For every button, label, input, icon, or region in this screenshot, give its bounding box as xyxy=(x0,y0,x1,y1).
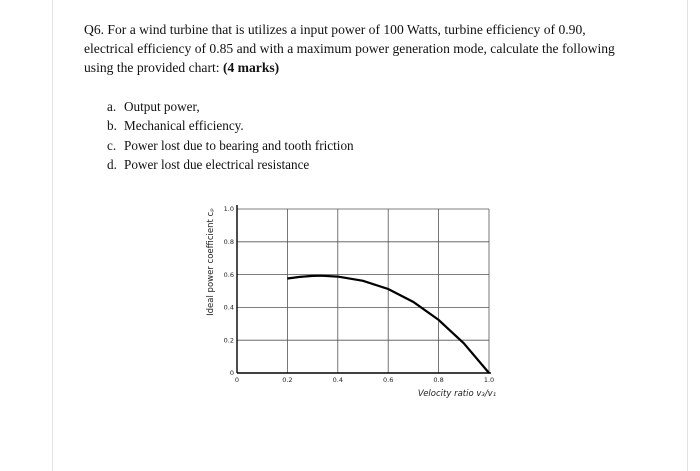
y-tick-label: 0.6 xyxy=(223,270,234,279)
question-body: Q6. For a wind turbine that is utilizes a input power of 100 Watts, turbine efficiency of 0.90, electrical efficiency of 0.85 and with a maximum power generation mode, calculate the following using the provided chart: xyxy=(84,22,615,75)
x-tick-label: 0.6 xyxy=(383,376,394,384)
part-b-text: Mechanical efficiency. xyxy=(124,118,244,134)
y-axis-label: Ideal power coefficient cₚ xyxy=(206,208,216,316)
part-a-text: Output power, xyxy=(124,99,200,114)
x-tick-label: 0.2 xyxy=(282,376,293,384)
y-tick-label: 0 xyxy=(229,369,234,378)
part-b-label: b. xyxy=(107,118,117,134)
part-d-label: d. xyxy=(107,156,117,172)
y-tick-label: 0.8 xyxy=(223,238,234,246)
x-tick-label: 0.4 xyxy=(332,376,343,384)
x-tick-label: 0.8 xyxy=(433,376,444,384)
chart-ticks xyxy=(224,205,495,384)
part-d-text: Power lost due electrical resistance xyxy=(124,156,310,172)
y-tick-label: 1.0 xyxy=(223,205,234,214)
question-marks: (4 marks) xyxy=(222,60,280,75)
x-axis-label: Velocity ratio v₃/v₁ xyxy=(417,389,497,399)
part-c-label: c. xyxy=(107,137,117,153)
part-a-label: a. xyxy=(107,99,117,114)
chart-axes xyxy=(237,205,491,373)
y-tick-label: 0.4 xyxy=(223,303,234,312)
y-tick-label: 0.2 xyxy=(223,336,234,345)
chart-grid xyxy=(237,209,489,373)
x-tick-label: 1.0 xyxy=(483,376,495,384)
part-c-text: Power lost due to bearing and tooth friction xyxy=(124,137,354,153)
x-tick-label: 0 xyxy=(234,376,240,384)
